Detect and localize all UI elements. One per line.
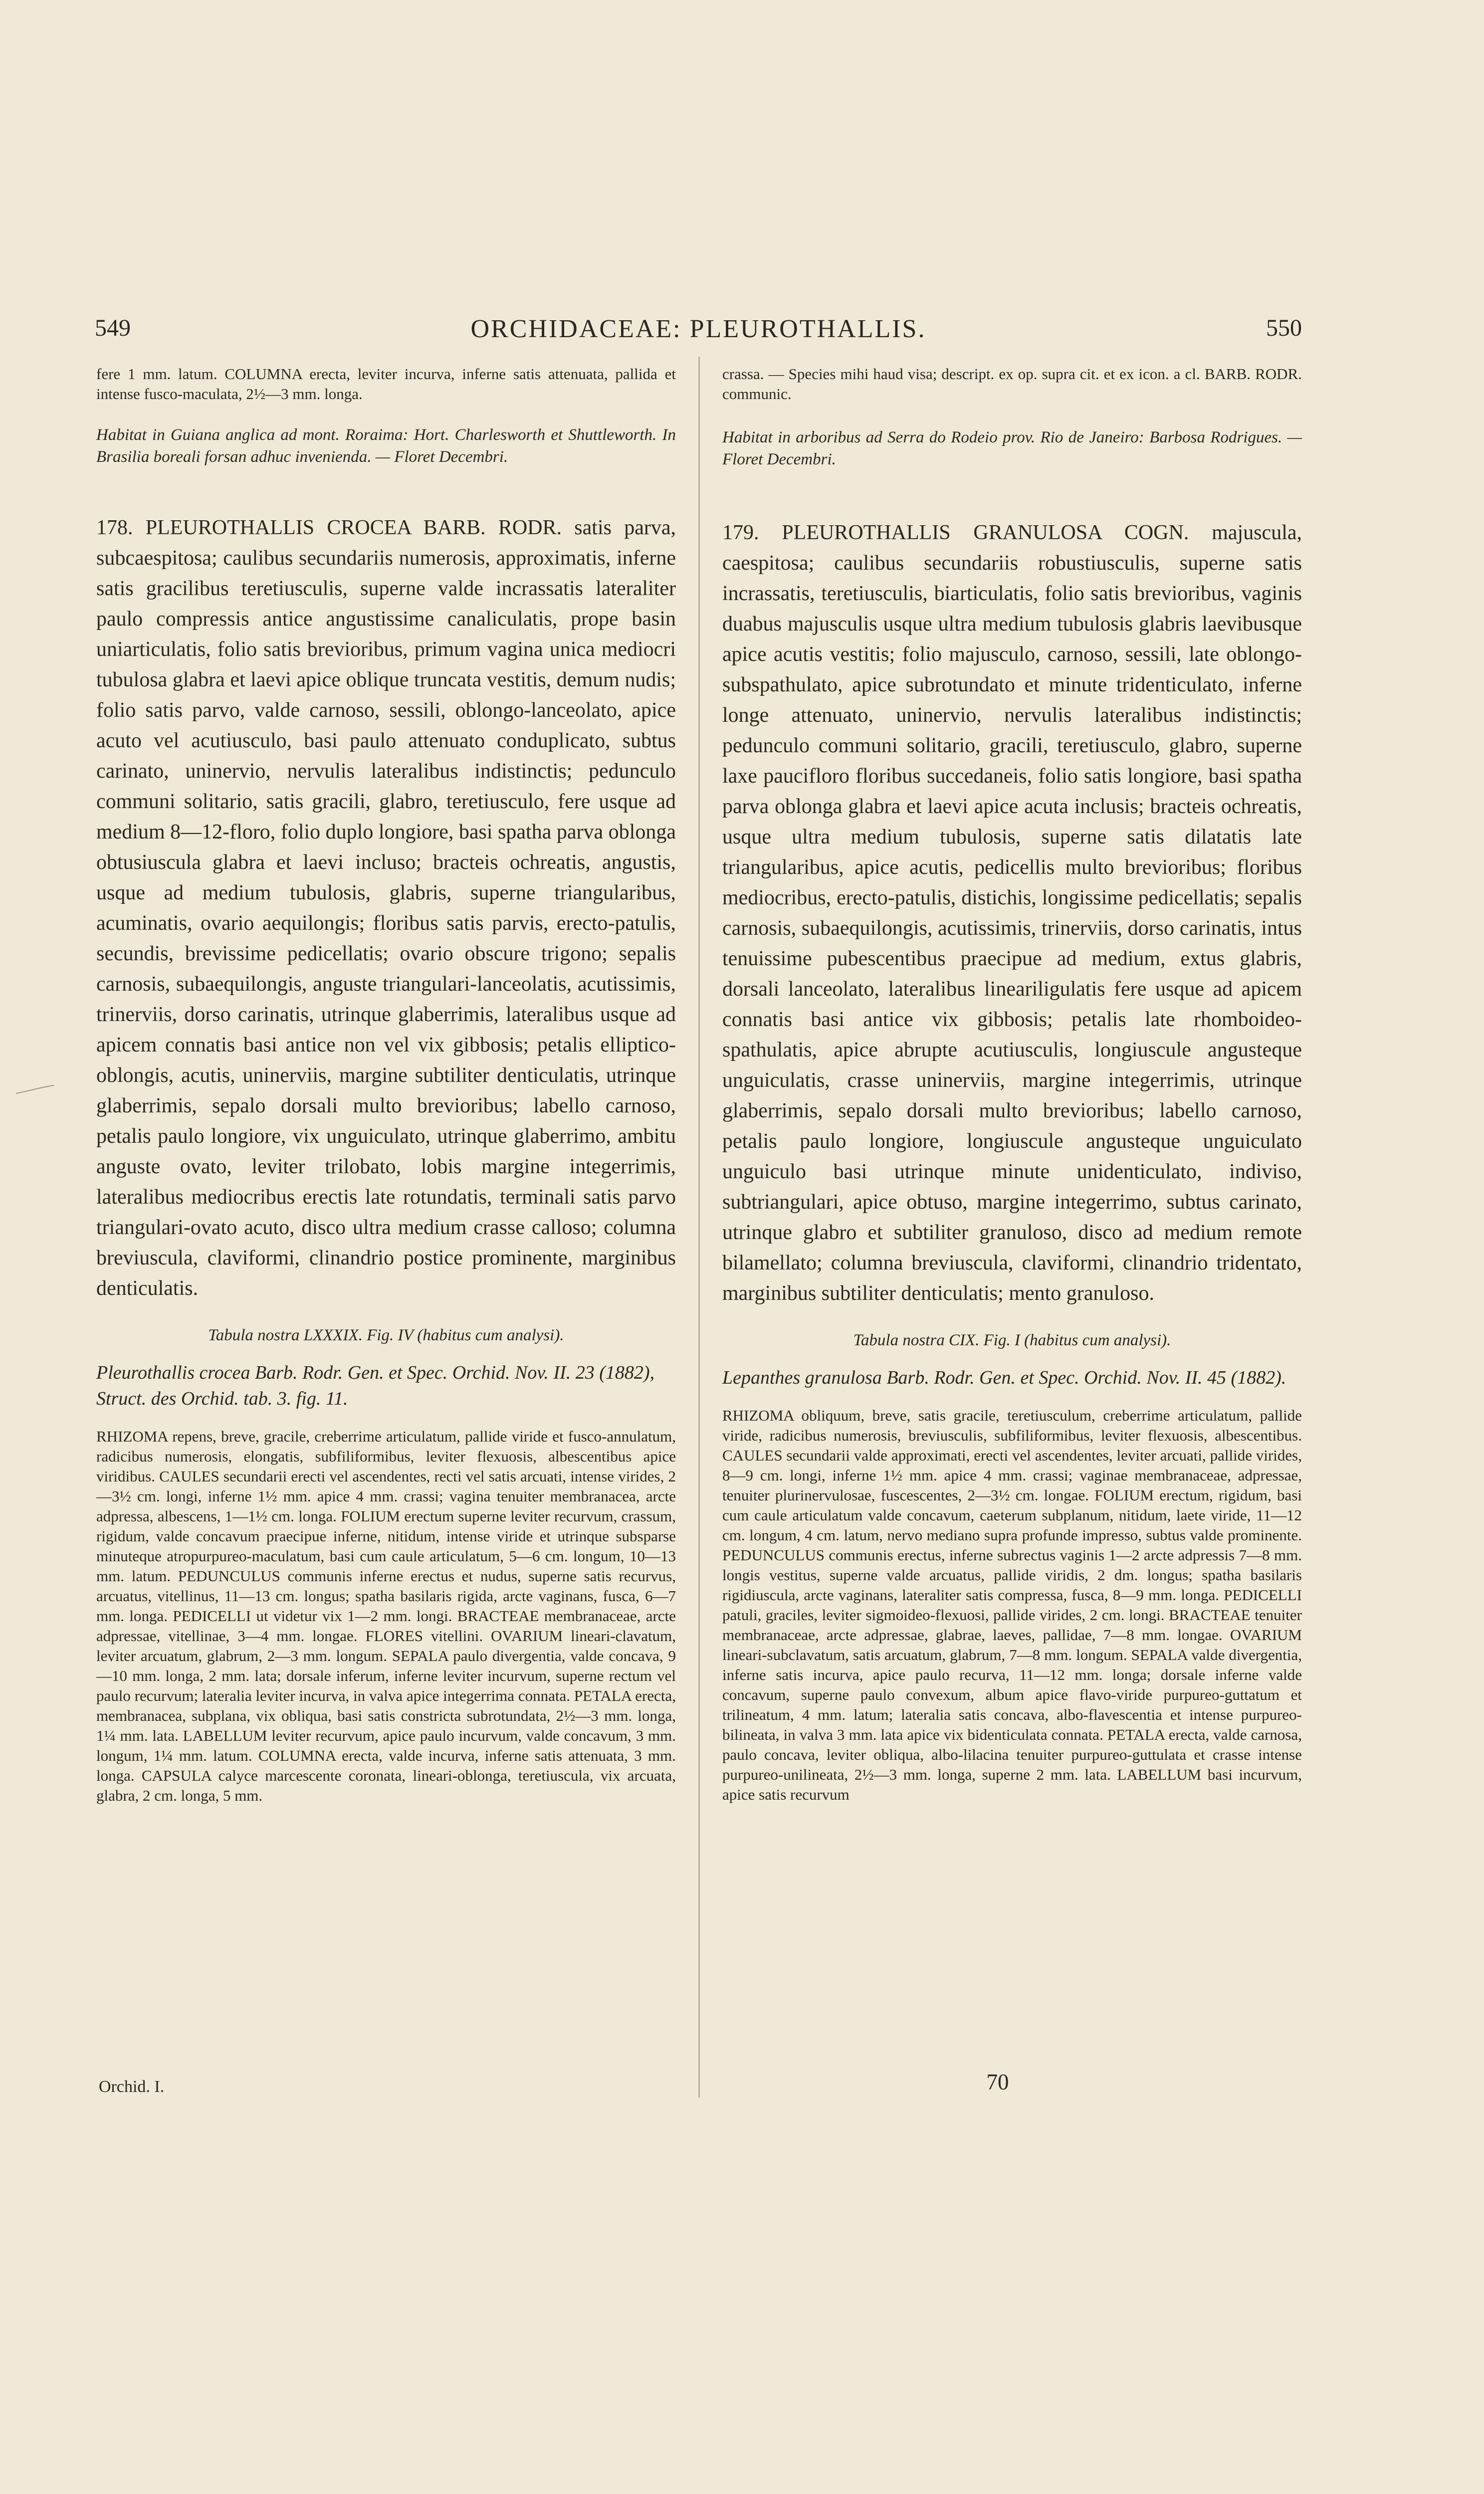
right-top-paragraph: crassa. — Species mihi haud visa; descript. ex op. supra cit. et ex icon. a cl. BARB. RODR. communic.: [722, 365, 1302, 403]
column-divider: [698, 357, 700, 2097]
page-number-right: 550: [1266, 315, 1302, 341]
right-habitat: Habitat in arboribus ad Serra do Rodeio prov. Rio de Janeiro: Barbosa Rodrigues. — Floret Decembri.: [722, 428, 1302, 468]
right-synonym-reference: Lepanthes granulosa Barb. Rodr. Gen. et Spec. Orchid. Nov. II. 45 (1882).: [722, 1367, 1286, 1388]
right-plate-caption: Tabula nostra CIX. Fig. I (habitus cum analysi).: [853, 1331, 1171, 1349]
footer-sheet-number: 70: [986, 2070, 1009, 2094]
left-description: RHIZOMA repens, breve, gracile, creberrime articulatum, pallide viride et fusco-annulatum, radicibus numerosis, elongatis, subfiliformibus, leviter flexuosis, albescentibus apice viridibus. CAULES secundarii erecti vel ascendentes, recti vel satis arcuati, intense virides, 2—3½ cm. longi, inferne 1½ mm. apice 4 mm. crassi; vagina tenuiter membranacea, arcte adpressa, albescens, 1—1½ cm. longa. FOLIUM erectum superne leviter recurvum, crassum, rigidum, valde concavum praecipue inferne, nitidum, intense viride et utrinque subsparse minuteque atropurpureo-maculatum, basi cum caule articulatum, 5—6 cm. longum, 10—13 mm. latum. PEDUNCULUS communis inferne erectus et nudus, superne satis recurvus, arcuatus, vitellinus, 11—13 cm. longus; spatha basilaris rigida, arcte vaginans, fusca, 6—7 mm. longa. PEDICELLI ut videtur vix 1—2 mm. longi. BRACTEAE membranaceae, arcte adpressae, vitellinae, 3—4 mm. longae. FLORES vitellini. OVARIUM lineari-clavatum, leviter arcuatum, glabrum, 2—3 mm. longum. SEPALA paulo divergentia, valde concava, 9—10 mm. longa, 2 mm. lata; dorsale inferum, inferne leviter incurvum, superne rectum vel paulo recurvum; lateralia leviter incurva, in valva apice integerrima connata. PETALA erecta, membranacea, subplana, vix obliqua, basi satis constricta subrotundata, 2½—3 mm. longa, 1¼ mm. lata. LABELLUM leviter recurvum, apice paulo incurvum, valde concavum, 3 mm. longum, 1¼ mm. latum. COLUMNA erecta, valde incurva, inferne satis attenuata, 3 mm. longa. CAPSULA calyce marcescente coronata, lineari-oblonga, teretiuscula, vix arcuata, glabra, 2 cm. longa, 5 mm.: [96, 1428, 676, 1804]
species-178-text: 178. PLEUROTHALLIS CROCEA BARB. RODR. satis parva, subcaespitosa; caulibus secundariis numerosis, approximatis, inferne satis gracilibus teretiusculis, superne valde incrassatis lateraliter paulo compressis antice angustissime canaliculatis, prope basin uniarticulatis, folio satis brevioribus, primum vagina unica mediocri tubulosa glabra et laevi apice oblique truncata vestitis, demum nudis; folio satis parvo, valde carnoso, sessili, oblongo-lanceolato, apice acuto vel acutiusculo, basi paulo attenuato conduplicato, subtus carinato, uninervio, nervulis lateralibus indistinctis; pedunculo communi solitario, satis gracili, glabro, teretiusculo, fere usque ad medium 8—12-floro, folio duplo longiore, basi spatha parva oblonga obtusiuscula glabra et laevi incluso; bracteis ochreatis, angustis, usque ad medium tubulosis, glabris, superne triangularibus, acuminatis, ovario aequilongis; floribus satis parvis, erecto-patulis, secundis, brevissime pedicellatis; ovario obscure trigono; sepalis carnosis, subaequilongis, anguste triangulari-lanceolatis, acutissimis, trinerviis, dorso carinatis, utrinque glaberrimis, lateralibus usque ad apicem connatis basi antice non vel vix gibbosis; petalis elliptico-oblongis, acutis, uninerviis, margine subtiliter denticulatis, utrinque glaberrimis, sepalo dorsali multo brevioribus; labello carnoso, petalis paulo longiore, vix unguiculato, utrinque glaberrimo, ambitu anguste ovato, leviter trilobato, lobis margine integerrimis, lateralibus mediocribus erectis late rotundatis, terminali satis parvo triangulari-ovato acuto, disco ultra medium crasse calloso; columna breviuscula, claviformi, clinandrio postice prominente, marginibus denticulatis.: [96, 516, 676, 1300]
page-number-left: 549: [95, 315, 131, 341]
footer-signature: Orchid. I.: [99, 2078, 165, 2096]
running-title: ORCHIDACEAE: PLEUROTHALLIS.: [470, 315, 926, 343]
species-179-text: 179. PLEUROTHALLIS GRANULOSA COGN. majuscula, caespitosa; caulibus secundariis robustiusculis, superne satis incrassatis, teretiusculis, biarticulatis, folio satis brevioribus, vaginis duabus majusculis usque ultra medium tubulosis glabris laevibusque apice acutis vestitis; folio majusculo, carnoso, sessili, late oblongo-subspathulato, apice subrotundato et minute tridenticulato, inferne longe attenuato, uninervio, nervulis lateralibus indistinctis; pedunculo communi solitario, gracili, teretiusculo, glabro, superne laxe paucifloro floribus succedaneis, folio satis longiore, basi spatha parva oblonga glabra et laevi apice acuta inclusis; bracteis ochreatis, usque ultra medium tubulosis, superne satis dilatatis late triangularibus, apice acutis, pedicellis multo brevioribus; floribus mediocribus, erecto-patulis, distichis, longissime pedicellatis; sepalis carnosis, subaequilongis, acutissimis, trinerviis, dorso carinatis, intus tenuissime pubescentibus praecipue ad medium, extus glabris, dorsali lanceolato, lateralibus lineariligulatis fere usque ad apicem connatis basi antice vix gibbosis; petalis late rhomboideo-spathulatis, apice abrupte acutiusculis, longiuscule angusteque unguiculatis, crasse uninerviis, margine integerrimis, utrinque glaberrimis, sepalo dorsali multo brevioribus; labello carnoso, petalis paulo longiore, longiuscule angusteque unguiculato unguiculo basi utrinque minute unidenticulato, indiviso, subtriangulari, apice obtuso, margine integerrimo, subtus carinato, utrinque glabro et subtiliter granuloso, disco ad medium remote bilamellato; columna breviuscula, claviformi, clinandrio tridentato, marginibus subtiliter denticulatis; mento granuloso.: [722, 521, 1302, 1305]
right-column: [722, 364, 1302, 1805]
left-synonym-reference: Pleurothallis crocea Barb. Rodr. Gen. et Spec. Orchid. Nov. II. 23 (1882), Struct. des Orchid. tab. 3. fig. 11.: [96, 1362, 655, 1409]
left-habitat: Habitat in Guiana anglica ad mont. Roraima: Hort. Charlesworth et Shuttleworth. In Brasilia boreali forsan adhuc invenienda. — Floret Decembri.: [96, 426, 676, 466]
left-top-paragraph: fere 1 mm. latum. COLUMNA erecta, leviter incurva, inferne satis attenuata, pallida et intense fusco-maculata, 2½—3 mm. longa.: [96, 365, 676, 403]
left-plate-caption: Tabula nostra LXXXIX. Fig. IV (habitus cum analysi).: [208, 1326, 564, 1344]
margin-mark-icon: [15, 1082, 55, 1097]
running-header: [95, 314, 1302, 344]
left-column: [96, 364, 676, 1806]
right-description: RHIZOMA obliquum, breve, satis gracile, teretiusculum, creberrime articulatum, pallide viride, radicibus numerosis, breviusculis, subfiliformibus, leviter flexuosis, albescentibus. CAULES secundarii valde approximati, erecti vel ascendentes, leviter arcuati, pallide virides, 8—9 cm. longi, inferne 1½ mm. apice 4 mm. crassi; vaginae membranaceae, adpressae, tenuiter plurinervulosae, fuscescentes, 2—3½ cm. longae. FOLIUM erectum, rigidum, basi cum caule articulatum valde concavum, caeterum subplanum, nitidum, laete viride, 11—12 cm. longum, 4 cm. latum, nervo mediano supra profunde impresso, subtus valde prominente. PEDUNCULUS communis erectus, inferne subrectus vaginis 1—2 arcte adpressis 7—8 mm. longis vestitus, superne valde arcuatus, pallide viridis, 2 dm. longus; spatha basilaris rigidiuscula, arcte vaginans, lateraliter satis compressa, fusca, 8—9 mm. longa. PEDICELLI patuli, graciles, leviter sigmoideo-flexuosi, pallide virides, 2 cm. longi. BRACTEAE tenuiter membranaceae, arcte adpressae, glabrae, laeves, pallidae, 7—8 mm. longae. OVARIUM lineari-subclavatum, satis arcuatum, glabrum, 7—8 mm. longum. SEPALA valde divergentia, inferne satis incurva, apice paulo recurva, 11—12 mm. longa; dorsale inferne valde concavum, superne paulo convexum, album apice flavo-viride purpureo-guttatum et trilineatum, 4 mm. latum; lateralia satis concava, albo-flavescentia et intense purpureo-bilineata, in valva 3 mm. lata apice vix bidenticulata connata. PETALA erecta, valde carnosa, paulo concava, leviter obliqua, albo-lilacina tenuiter purpureo-guttulata et crasse intense purpureo-unilineata, 2½—3 mm. longa, superne 2 mm. lata. LABELLUM basi incurvum, apice satis recurvum: [722, 1407, 1302, 1803]
